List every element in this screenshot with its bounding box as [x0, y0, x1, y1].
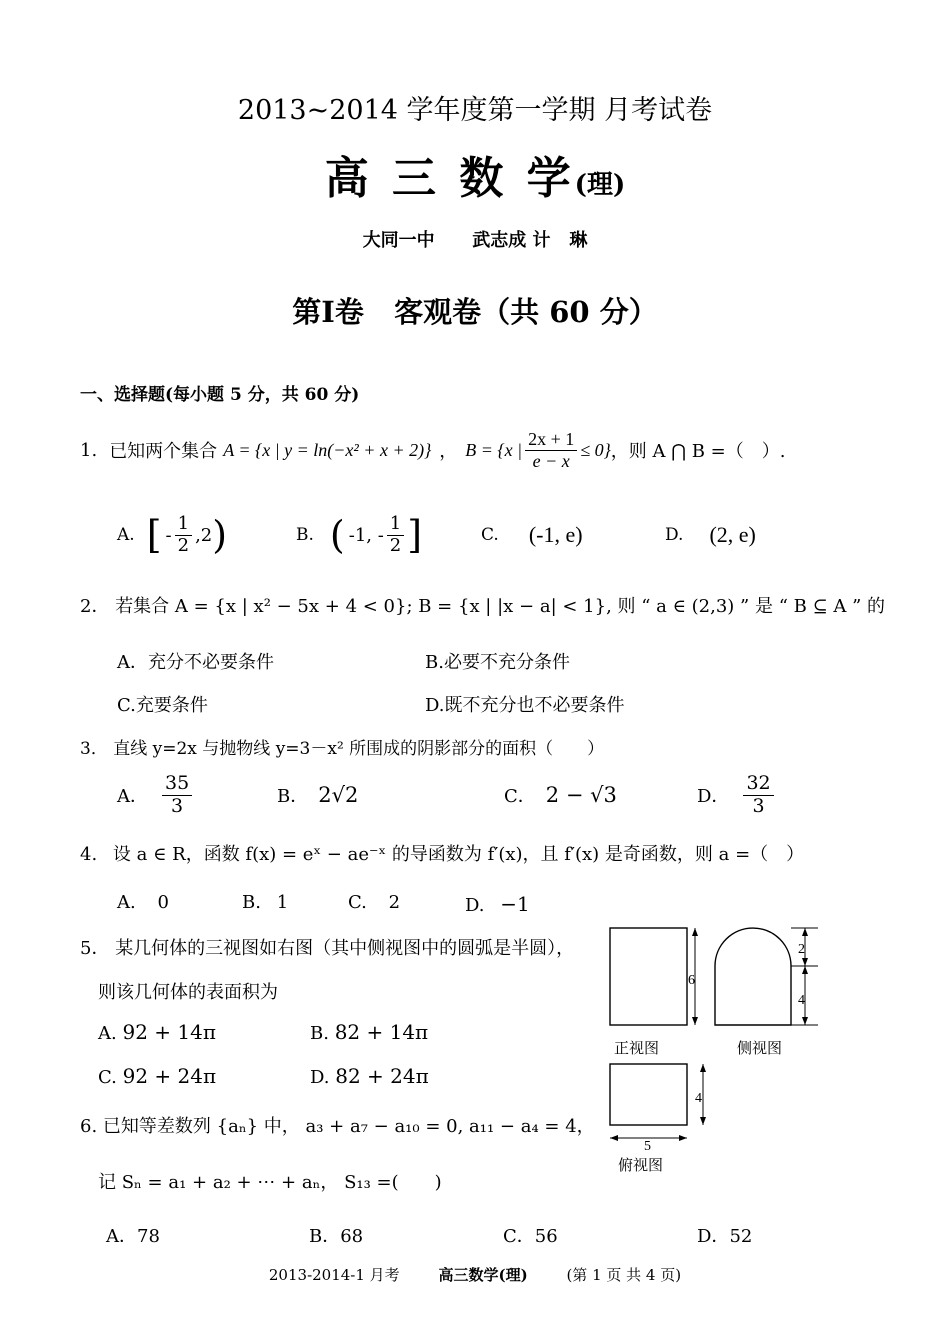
- option-b[interactable]: B. ( -1, - $\frac{1}{2}$ ]: [296, 512, 423, 557]
- option-label: C．: [504, 786, 536, 807]
- dim-top-width: 5: [644, 1139, 651, 1154]
- dim-top-depth: 4: [695, 1091, 702, 1106]
- option-text: 充分不必要条件: [148, 652, 274, 673]
- exam-title-suffix: (理): [574, 170, 626, 200]
- option-text: 必要不充分条件: [443, 652, 570, 673]
- option-label: C.: [117, 695, 136, 716]
- option-d[interactable]: [665, 505, 756, 565]
- arrow-head: [802, 958, 808, 966]
- option-label: C.: [98, 1067, 117, 1088]
- question-5-line-2: 则该几何体的表面积为: [98, 982, 278, 1003]
- footer-exam: 2013-2014-1 月考: [268, 1266, 400, 1284]
- option-label: D.: [310, 1067, 330, 1088]
- option-label: D.: [425, 695, 445, 716]
- footer-page: (第 1 页 共 4 页): [566, 1266, 682, 1284]
- option-fraction: $\frac{32}{3}$: [743, 773, 773, 818]
- top-view-label: 俯视图: [618, 1156, 664, 1174]
- option-fraction: $\frac{35}{3}$: [162, 773, 192, 818]
- side-view-label: 侧视图: [737, 1039, 783, 1057]
- option-label: C.: [348, 892, 367, 913]
- arrow-head: [692, 928, 698, 936]
- fraction-numerator: 2x + 1: [525, 429, 577, 451]
- question-text: 直线 y=2x 与抛物线 y=3－x² 所围成的阴影部分的面积（ ）: [113, 739, 605, 759]
- section-heading: 一、选择题(每小题 5 分，共 60 分): [80, 385, 360, 405]
- option-b[interactable]: [310, 1020, 428, 1044]
- question-4: [80, 840, 804, 866]
- question-3: [80, 734, 604, 759]
- option-c[interactable]: [117, 691, 208, 717]
- option-label: D．: [697, 786, 730, 807]
- option-label: B.: [310, 1023, 329, 1044]
- option-c[interactable]: [504, 766, 617, 824]
- option-label: B．: [309, 1226, 341, 1247]
- option-a[interactable]: [117, 892, 169, 913]
- option-label: A.: [117, 525, 135, 545]
- option-fraction: $\frac{1}{2}$: [175, 514, 192, 556]
- arrow-head: [700, 1117, 706, 1125]
- option-text: 92 + 14π: [122, 1020, 216, 1044]
- option-a[interactable]: [117, 648, 274, 674]
- option-label: A．: [117, 786, 148, 807]
- question-2: [80, 592, 885, 618]
- option-d[interactable]: [697, 1222, 752, 1248]
- option-text: (2, e): [709, 522, 756, 547]
- option-c[interactable]: [503, 1222, 558, 1248]
- option-label: A．: [117, 652, 148, 673]
- option-text: 82 + 14π: [334, 1020, 429, 1044]
- arrow-head: [692, 1017, 698, 1025]
- question-number: 1.: [80, 439, 98, 461]
- three-view-figure: [600, 918, 840, 1180]
- question-6: [80, 1112, 595, 1138]
- question-number: 4.: [80, 844, 98, 865]
- option-text: 2√2: [318, 783, 359, 807]
- dim-side-bottom: 4: [798, 993, 805, 1008]
- option-label: C．: [503, 1226, 535, 1247]
- option-text: (-1, e): [528, 522, 583, 547]
- arrow-head: [610, 1135, 618, 1141]
- option-c[interactable]: [348, 892, 400, 913]
- option-text: 68: [340, 1226, 364, 1247]
- arrow-head: [802, 966, 808, 974]
- option-text: 1: [276, 892, 289, 913]
- set-b-fraction: [525, 429, 577, 471]
- option-d[interactable]: [465, 892, 530, 916]
- set-b-prefix: B = {x |: [465, 439, 523, 460]
- option-text: 56: [534, 1226, 558, 1247]
- question-number: 6.: [80, 1116, 98, 1137]
- dim-side-top: 2: [798, 942, 805, 957]
- question-1: 1. 已知两个集合 A = {x | y = ln(−x² + x + 2)} ， B = {x | $\frac{2x + 1}{e - x}$ ≤ 0} ，则 A ⋂ B =（ ）.: [80, 428, 786, 471]
- option-b[interactable]: [277, 766, 358, 824]
- arrow-head: [700, 1064, 706, 1072]
- footer-subject: 高三数学(理): [438, 1266, 528, 1284]
- option-a[interactable]: [117, 766, 195, 824]
- option-text: 充要条件: [135, 695, 208, 716]
- page-footer: [0, 1264, 950, 1285]
- option-label: C.: [481, 525, 499, 545]
- option-label: D．: [697, 1226, 730, 1247]
- side-view-shape: [715, 928, 791, 1025]
- option-c[interactable]: [481, 505, 583, 565]
- question-number: 2．: [80, 596, 110, 617]
- option-a[interactable]: A. [ - $\frac{1}{2}$ ,2 ): [117, 512, 228, 557]
- option-b[interactable]: [309, 1222, 363, 1248]
- option-d[interactable]: [697, 766, 777, 824]
- option-d[interactable]: [425, 691, 625, 717]
- question-text: 已知两个集合: [109, 441, 218, 462]
- option-text: 既不充分也不必要条件: [444, 695, 625, 716]
- question-ask: ，则 A ⋂ B =（ ）.: [610, 441, 786, 462]
- option-text: 52: [729, 1226, 753, 1247]
- option-text: 2 − √3: [545, 783, 617, 807]
- volume-heading: 第Ⅰ卷 客观卷（共 60 分）: [292, 295, 658, 329]
- option-label: D.: [665, 525, 684, 545]
- fraction-denominator: e − x: [532, 450, 570, 471]
- question-text: 已知等差数列 {aₙ} 中， a₃ + a₇ − a₁₀ = 0, a₁₁ − a₄ = 4，: [102, 1116, 595, 1137]
- option-text: 82 + 24π: [335, 1064, 429, 1088]
- option-text: 92 + 24π: [122, 1064, 217, 1088]
- option-b[interactable]: [425, 648, 570, 674]
- option-label: D.: [465, 895, 485, 916]
- question-number: 5．: [80, 938, 110, 959]
- option-c[interactable]: [98, 1064, 216, 1088]
- arrow-head: [679, 1135, 687, 1141]
- option-text: −1: [500, 892, 530, 916]
- dim-front-height: 6: [688, 973, 695, 988]
- front-view-rect: [610, 928, 687, 1025]
- option-b[interactable]: [242, 892, 288, 913]
- option-label: A.: [117, 892, 136, 913]
- option-d[interactable]: [310, 1064, 429, 1088]
- option-a[interactable]: [98, 1020, 216, 1044]
- set-a-expression: A = {x | y = ln(−x² + x + 2)}: [223, 439, 432, 460]
- option-label: A．: [106, 1226, 137, 1247]
- option-label: B.: [242, 892, 261, 913]
- arrow-head: [802, 1017, 808, 1025]
- option-label: A.: [98, 1023, 117, 1044]
- question-6-line-2: 记 Sₙ = a₁ + a₂ + ⋯ + aₙ， S₁₃ =( ): [98, 1172, 442, 1193]
- top-view-rect: [610, 1064, 687, 1125]
- exam-authors: 大同一中 武志成 计 琳: [362, 230, 588, 251]
- set-b-suffix: ≤ 0}: [580, 439, 611, 460]
- question-5: [80, 934, 574, 960]
- option-text: 78: [137, 1226, 160, 1247]
- exam-header-line: 2013~2014 学年度第一学期 月考试卷: [237, 95, 713, 126]
- exam-title: [0, 142, 950, 206]
- question-text: 若集合 A = {x | x² − 5x + 4 < 0}; B = {x | |x − a| < 1}, 则 “ a ∈ (2,3) ” 是 “ B ⊆ A ” 的: [115, 596, 886, 617]
- option-label: B．: [277, 786, 309, 807]
- option-a[interactable]: [106, 1222, 160, 1248]
- arrow-head: [802, 928, 808, 936]
- question-number: 3．: [80, 739, 108, 759]
- option-text: 2: [388, 892, 401, 913]
- question-text: 某几何体的三视图如右图（其中侧视图中的圆弧是半圆），: [115, 938, 575, 959]
- option-text: 0: [157, 892, 169, 913]
- option-label: B.: [425, 652, 444, 673]
- option-label: B.: [296, 525, 314, 545]
- option-fraction: $\frac{1}{2}$: [387, 514, 404, 556]
- exam-title-main: 高 三 数 学: [324, 153, 575, 204]
- front-view-label: 正视图: [614, 1039, 660, 1057]
- question-text: 设 a ∈ R，函数 f(x) = eˣ − ae⁻ˣ 的导函数为 f′(x)，且 f′(x) 是奇函数，则 a =（ ）: [112, 844, 805, 865]
